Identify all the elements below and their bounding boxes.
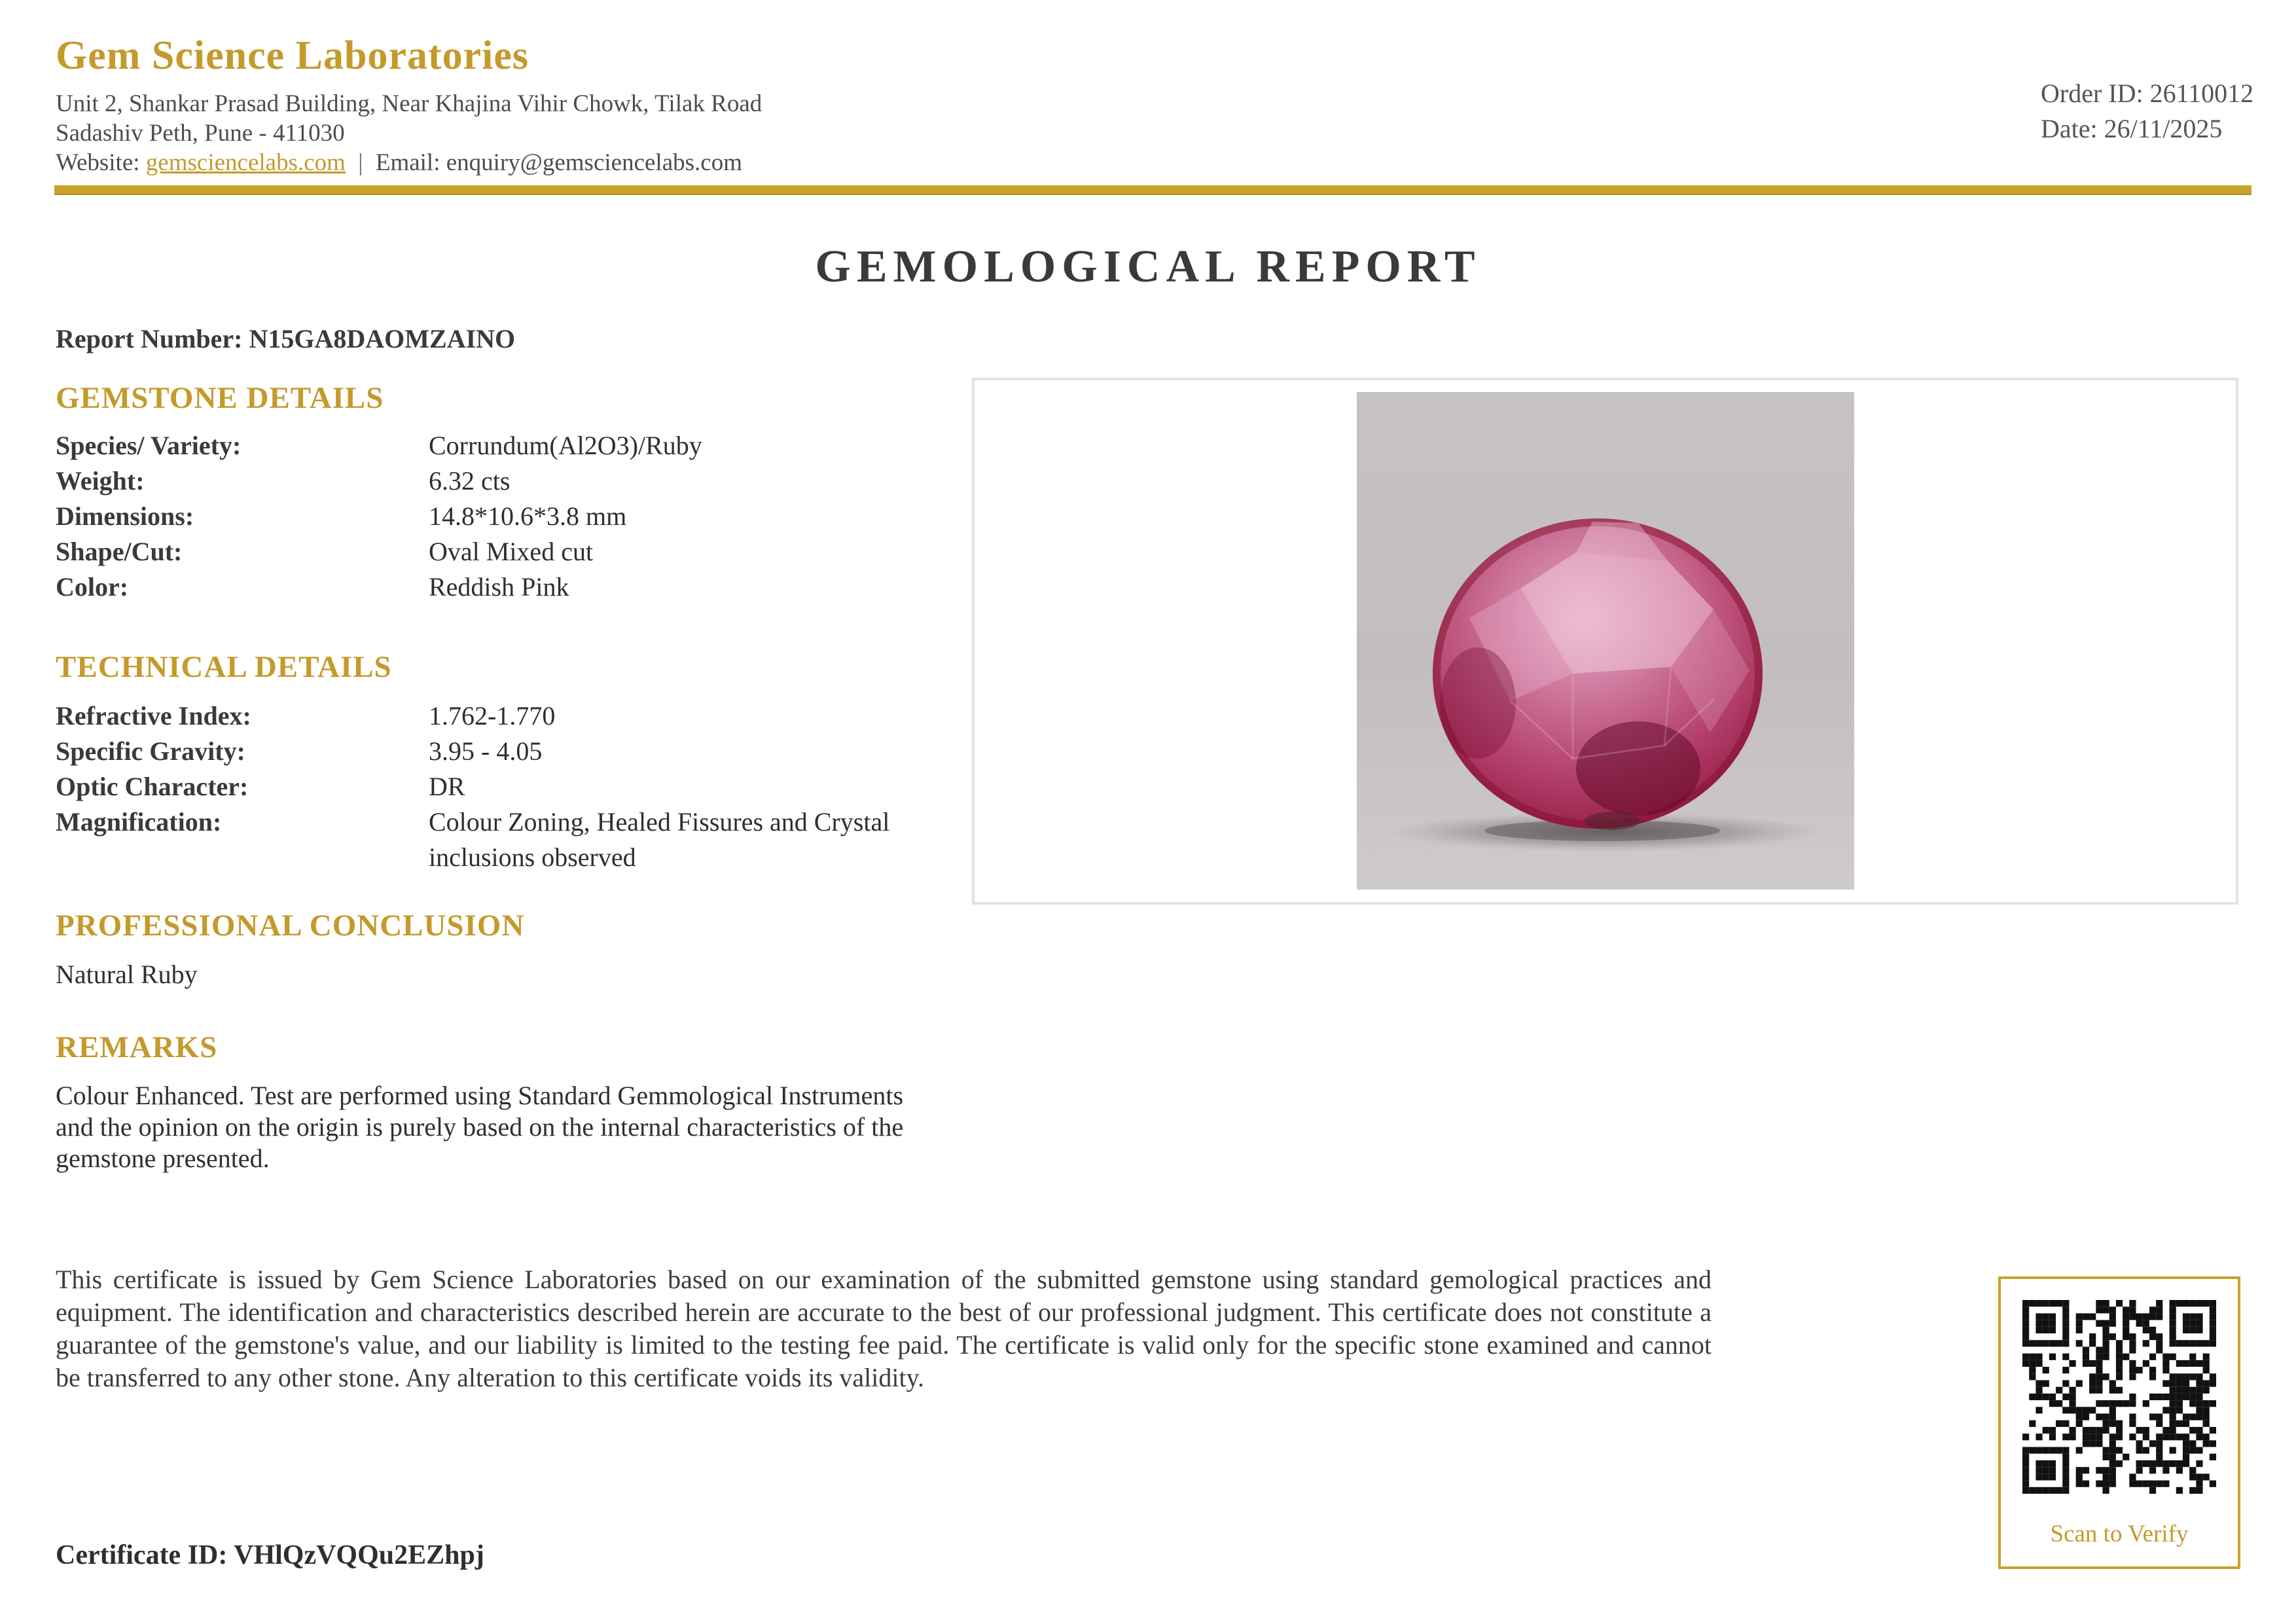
gemstone-photo (1357, 392, 1854, 890)
letterhead (56, 31, 762, 177)
table-row (56, 463, 946, 499)
report-date: Date: 26/11/2025 (2041, 114, 2223, 143)
lab-name: Gem Science Laboratories (56, 33, 529, 78)
report-number-value: N15GA8DAOMZAINO (249, 324, 516, 353)
row-label: Specific Gravity: (56, 736, 245, 766)
row-label: Dimensions: (56, 501, 194, 531)
table-row (56, 569, 946, 605)
row-value: Reddish Pink (429, 572, 569, 602)
address-line-1: Unit 2, Shankar Prasad Building, Near Khajina Vihir Chowk, Tilak Road (56, 90, 762, 117)
technical-details-table (56, 698, 946, 875)
website-label: Website: (56, 149, 140, 176)
row-label: Refractive Index: (56, 701, 251, 731)
contact-separator: | (358, 149, 363, 176)
row-label: Optic Character: (56, 772, 249, 801)
order-block (2041, 76, 2253, 147)
disclaimer-text: This certificate is issued by Gem Science Laboratories based on our examination of the submitted gemstone using standard gemological practices and equipment. The identification and characteristics described herein are accurate to the best of our professional judgment. This certificate does not constitute a guarantee of the gemstone's value, and our liability is limited to the testing fee paid. The certificate is valid only for the specific stone examined and cannot be transferred to any other stone. Any alteration to this certificate voids its validity. (56, 1265, 1712, 1392)
table-row (56, 534, 946, 569)
qr-caption: Scan to Verify (2050, 1521, 2189, 1547)
gemstone-photo-frame (972, 378, 2238, 905)
order-id: Order ID: 26110012 (2041, 79, 2254, 108)
row-value: 1.762-1.770 (429, 701, 556, 731)
email-label: Email: (375, 149, 440, 176)
row-value: Corrundum(Al2O3)/Ruby (429, 431, 702, 460)
row-label: Species/ Variety: (56, 431, 242, 460)
ruby-gem-image (1357, 392, 1854, 890)
report-number-label: Report Number: (56, 324, 243, 353)
website-link[interactable]: gemsciencelabs.com (145, 149, 346, 176)
gold-divider (54, 185, 2251, 195)
professional-conclusion-heading: PROFESSIONAL CONCLUSION (56, 909, 525, 943)
row-value: DR (429, 772, 465, 801)
page-title: GEMOLOGICAL REPORT (815, 242, 1481, 292)
qr-code-icon (2022, 1300, 2216, 1494)
certificate-id-label: Certificate ID: (56, 1540, 228, 1570)
remarks-text: Colour Enhanced. Test are performed using Standard Gemmological Instruments and the opinion on the origin is purely based on the internal characteristics of the gemstone presented. (56, 1081, 904, 1173)
table-row (56, 698, 946, 734)
row-value: Colour Zoning, Healed Fissures and Crystal inclusions observed (429, 807, 890, 872)
email-value: enquiry@gemsciencelabs.com (446, 149, 742, 176)
row-value: Oval Mixed cut (429, 537, 594, 566)
gemstone-details-table (56, 428, 946, 605)
certificate-id-value: VHlQzVQQu2EZhpj (234, 1540, 484, 1570)
table-row (56, 769, 946, 804)
table-row (56, 428, 946, 463)
qr-verify-box (1998, 1276, 2240, 1569)
certificate-id (56, 1538, 484, 1572)
row-value: 3.95 - 4.05 (429, 736, 543, 766)
contact-line (56, 148, 762, 177)
row-value: 14.8*10.6*3.8 mm (429, 501, 627, 531)
row-label: Color: (56, 572, 129, 602)
row-label: Magnification: (56, 807, 222, 837)
technical-details-heading: TECHNICAL DETAILS (56, 650, 392, 684)
professional-conclusion-text: Natural Ruby (56, 960, 198, 989)
report-number (56, 322, 515, 356)
row-label: Shape/Cut: (56, 537, 183, 566)
address-line-2: Sadashiv Peth, Pune - 411030 (56, 120, 345, 147)
table-row (56, 804, 946, 875)
table-row (56, 734, 946, 769)
table-row (56, 499, 946, 534)
row-label: Weight: (56, 466, 145, 496)
row-value: 6.32 cts (429, 466, 511, 496)
remarks-heading: REMARKS (56, 1030, 218, 1064)
gemstone-details-heading: GEMSTONE DETAILS (56, 381, 384, 415)
